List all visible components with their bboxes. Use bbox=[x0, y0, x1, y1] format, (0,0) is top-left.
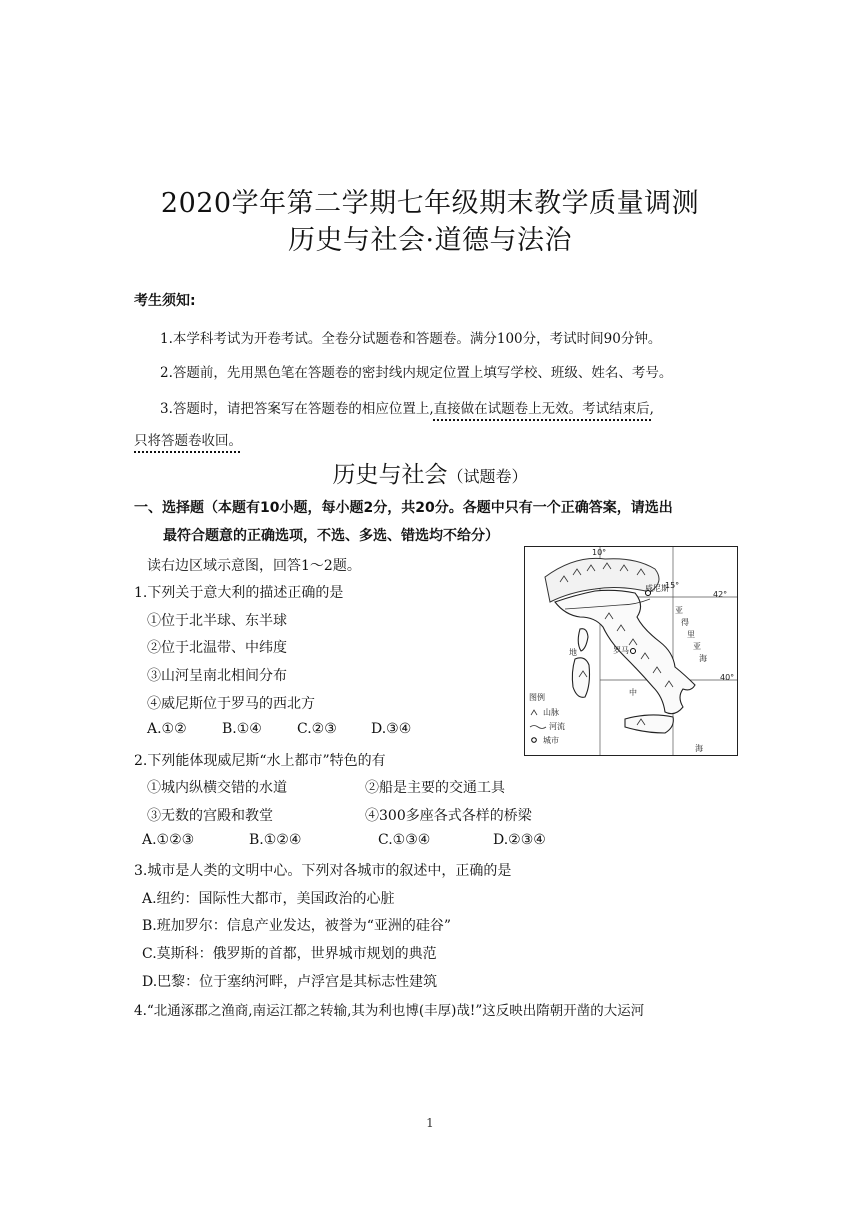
section-title-main: 历史与社会 bbox=[332, 462, 448, 488]
label-lon15: 15° bbox=[665, 581, 680, 590]
notice-item-3-text: 3.答题时，请把答案写在答题卷的相应位置上, bbox=[160, 401, 434, 417]
legend-city-symbol bbox=[532, 738, 537, 743]
notice-item-3-emphasis: 直接做在试题卷上无效。考试结束后, bbox=[433, 401, 654, 417]
q3-choice-d: D.巴黎：位于塞纳河畔，卢浮宫是其标志性建筑 bbox=[142, 974, 438, 990]
label-adriatic-4: 亚 bbox=[693, 642, 701, 651]
section-title-sub: （试题卷） bbox=[447, 467, 528, 486]
exam-subtitle: 历史与社会·道德与法治 bbox=[287, 225, 573, 256]
legend-mountain-symbol bbox=[531, 710, 537, 715]
q1-stem: 1.下列关于意大利的描述正确的是 bbox=[134, 585, 344, 601]
label-adriatic-1: 亚 bbox=[675, 606, 683, 615]
label-adriatic-2: 得 bbox=[681, 618, 689, 627]
q2-choice-b: B.①②④ bbox=[249, 832, 302, 848]
section-title bbox=[0, 456, 860, 489]
q2-choice-c: C.①③④ bbox=[378, 832, 431, 848]
notice-item-2: 2.答题前，先用黑色笔在答题卷的密封线内规定位置上填写学校、班级、姓名、考号。 bbox=[160, 365, 673, 381]
q1-option-3: ③山河呈南北相间分布 bbox=[147, 668, 287, 684]
q3-choice-a: A.纽约：国际性大都市，美国政治的心脏 bbox=[142, 891, 395, 907]
q4-stem: 4.“北通涿郡之渔商,南运江都之转输,其为利也博(丰厚)哉!”这反映出隋朝开凿的大运河 bbox=[134, 1003, 645, 1019]
label-rome: 罗马 bbox=[613, 646, 629, 655]
label-med-2: 海 bbox=[695, 744, 703, 753]
label-lat40: 40° bbox=[720, 673, 735, 682]
q2-choice-a: A.①②③ bbox=[142, 832, 195, 848]
sardinia-island bbox=[572, 658, 589, 697]
label-lon10: 10° bbox=[592, 548, 607, 557]
q3-choice-c: C.莫斯科：俄罗斯的首都，世界城市规划的典范 bbox=[142, 946, 437, 962]
italy-region-map bbox=[524, 546, 738, 756]
q1-choice-a: A.①② bbox=[147, 721, 187, 737]
label-tyrrhenian: 地 bbox=[569, 648, 577, 657]
notice-item-3 bbox=[160, 397, 654, 417]
q3-choice-b: B.班加罗尔：信息产业发达，被誉为“亚洲的硅谷” bbox=[142, 918, 452, 934]
label-venice: 威尼斯 bbox=[645, 584, 669, 593]
exam-title: 2020学年第二学期七年级期末教学质量调测 bbox=[160, 188, 700, 219]
notice-item-1: 1.本学科考试为开卷考试。全卷分试题卷和答题卷。满分100分，考试时间90分钟。 bbox=[160, 331, 662, 347]
notice-heading: 考生须知: bbox=[134, 293, 196, 309]
sicily-island bbox=[625, 715, 673, 733]
legend-river-label: 河流 bbox=[549, 722, 565, 731]
rome-marker bbox=[631, 649, 636, 654]
label-adriatic-3: 里 bbox=[687, 630, 695, 639]
q1-option-4: ④威尼斯位于罗马的西北方 bbox=[147, 696, 315, 712]
q1-option-1: ①位于北半球、东半球 bbox=[147, 613, 287, 629]
label-adriatic-5: 海 bbox=[699, 654, 707, 663]
page-number: 1 bbox=[426, 1116, 434, 1130]
q2-stem: 2.下列能体现威尼斯“水上都市”特色的有 bbox=[134, 753, 386, 769]
label-lat42: 42° bbox=[713, 590, 728, 599]
q1-choice-c: C.②③ bbox=[297, 721, 337, 737]
q2-option-3: ③无数的宫殿和教堂 bbox=[147, 808, 273, 824]
q1-choice-b: B.①④ bbox=[222, 721, 262, 737]
legend-mountain-label: 山脉 bbox=[543, 708, 559, 717]
part1-heading-line1: 一、选择题（本题有10小题，每小题2分，共20分。各题中只有一个正确答案，请选出 bbox=[134, 500, 673, 516]
q1-choice-d: D.③④ bbox=[371, 721, 412, 737]
corsica-island bbox=[578, 629, 588, 651]
q3-stem: 3.城市是人类的文明中心。下列对各城市的叙述中，正确的是 bbox=[134, 863, 512, 879]
q1-option-2: ②位于北温带、中纬度 bbox=[147, 640, 287, 656]
legend-city-label: 城市 bbox=[543, 736, 559, 745]
label-med-1: 中 bbox=[629, 688, 637, 697]
legend-title: 图例 bbox=[529, 693, 545, 702]
part1-heading-line2: 最符合题意的正确选项，不选、多选、错选均不给分） bbox=[163, 528, 499, 544]
q2-choice-d: D.②③④ bbox=[493, 832, 546, 848]
q2-option-1: ①城内纵横交错的水道 bbox=[147, 780, 287, 796]
notice-item-3-cont: 只将答题卷收回。 bbox=[134, 433, 242, 449]
legend-river-symbol bbox=[530, 726, 546, 729]
intro-text: 读右边区域示意图，回答1～2题。 bbox=[147, 558, 361, 574]
q2-option-4: ④300多座各式各样的桥梁 bbox=[365, 808, 532, 824]
q2-option-2: ②船是主要的交通工具 bbox=[365, 780, 505, 796]
